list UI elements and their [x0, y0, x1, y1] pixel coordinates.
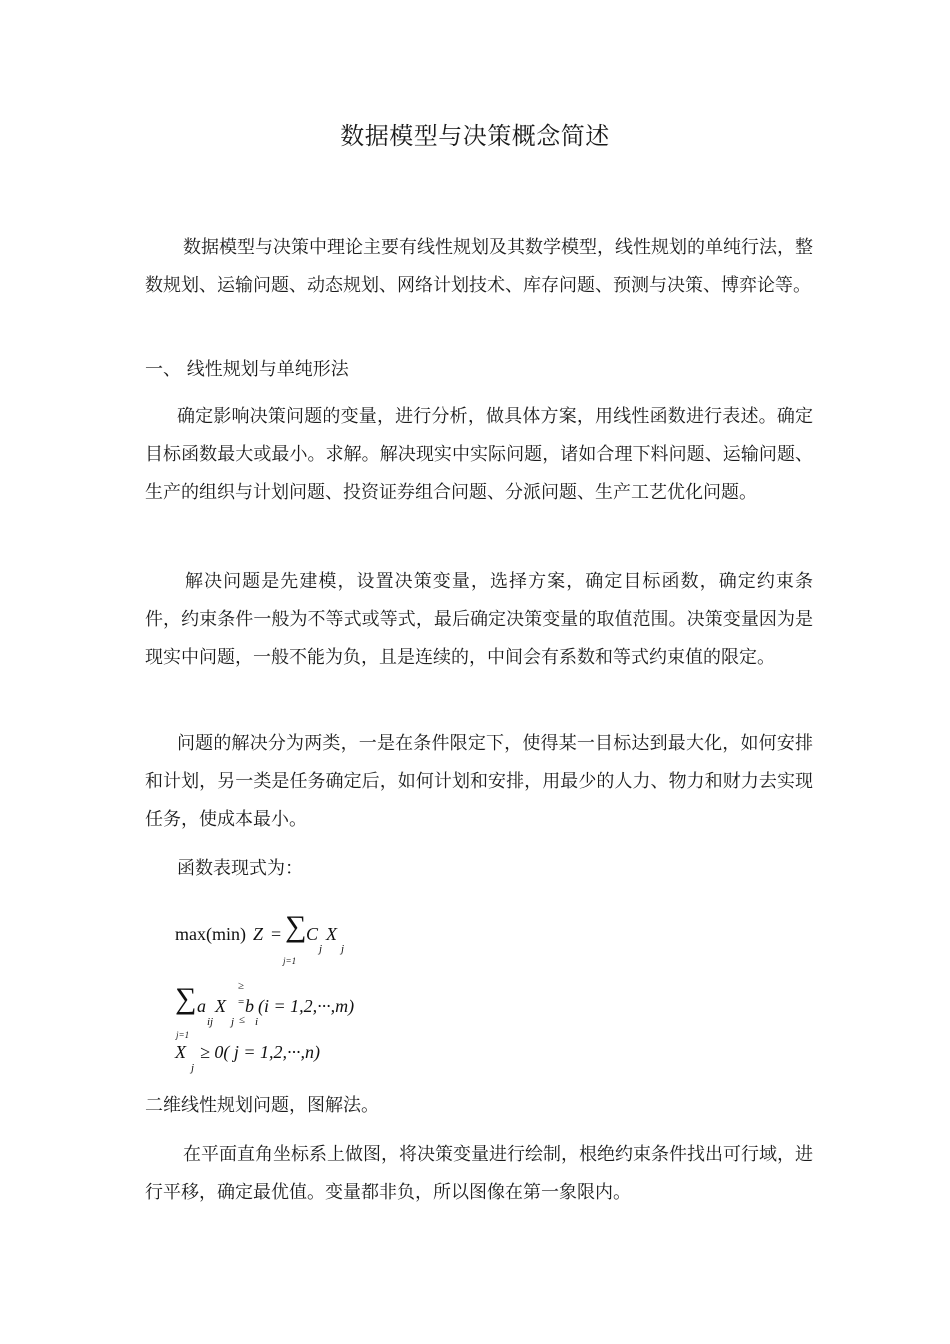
formula-objective-lower-limit: j=1 [283, 956, 297, 966]
document-title: 数据模型与决策概念简述 [340, 122, 610, 150]
paragraph-solve-modeling: 解决问题是先建模，设置决策变量，选择方案，确定目标函数，确定约束条件，约束条件一般为不等式或等式，最后确定决策变量的取值范围。决策变量因为是现实中问题，一般不能为负，且是连续的，中间会有系数和等式约束值的限定。 [145, 571, 813, 668]
formula-constraint-lower-limit: j=1 [176, 1030, 190, 1040]
formula-constraint-x: X [215, 996, 226, 1016]
formula-constraint-b: b [245, 996, 254, 1016]
paragraph-graphical-method: 在平面直角坐标系上做图，将决策变量进行绘制，根绝约束条件找出可行域，进行平移，确定最优值。变量都非负，所以图像在第一象限内。 [145, 1144, 813, 1203]
formula-nonnegativity-x-sub: j [191, 1062, 195, 1074]
formula-nonnegativity-rest: ≥ 0( j = 1,2,···,n) [200, 1042, 321, 1062]
section-heading-linear-programming: 一、 线性规划与单纯形法 [145, 359, 349, 380]
intro-paragraph: 数据模型与决策中理论主要有线性规划及其数学模型，线性规划的单纯行法，整数规划、运输问题、动态规划、网络计划技术、库存问题、预测与决策、博弈论等。 [145, 237, 813, 296]
formula-objective-c-sub: j [319, 943, 323, 955]
formula-objective-prefix: max(min) [175, 924, 246, 944]
formula-objective-x: X [326, 924, 337, 944]
formula-constraint [175, 980, 475, 1040]
formula-objective [175, 910, 475, 970]
summation-icon: ∑ [175, 982, 197, 1015]
formula-constraint-op-mid: = [238, 996, 245, 1008]
formula-constraint-op-top: ≥ [238, 980, 245, 992]
formula-nonnegativity [175, 1040, 475, 1080]
formula-constraint-b-sub: i [255, 1016, 259, 1028]
formula-constraint-range: (i = 1,2,···,m) [258, 996, 355, 1016]
summation-icon: ∑ [285, 910, 307, 943]
formula-nonnegativity-x: X [175, 1042, 186, 1062]
formula-objective-z: Z [253, 924, 264, 944]
formula-constraint-op-bot: ≤ [239, 1014, 246, 1026]
paragraph-function-expression: 函数表现式为： [177, 858, 303, 879]
paragraph-problem-types: 问题的解决分为两类，一是在条件限定下，使得某一目标达到最大化，如何安排和计划，另一类是任务确定后，如何计划和安排，用最少的人力、物力和财力去实现任务，使成本最小。 [145, 733, 813, 830]
formula-objective-equals: = [271, 924, 282, 944]
formula-constraint-a-sub: ij [207, 1016, 214, 1028]
formula-constraint-a: a [197, 996, 206, 1016]
paragraph-determine-variables: 确定影响决策问题的变量，进行分析，做具体方案，用线性函数进行表述。确定目标函数最大或最小。求解。解决现实中实际问题，诸如合理下料问题、运输问题、生产的组织与计划问题、投资证券组合问题、分派问题、生产工艺优化问题。 [145, 406, 813, 503]
formula-constraint-x-sub: j [231, 1016, 235, 1028]
section-heading-graphical-method: 二维线性规划问题，图解法。 [145, 1095, 379, 1116]
formula-objective-x-sub: j [341, 943, 345, 955]
formula-objective-c: C [306, 924, 319, 944]
